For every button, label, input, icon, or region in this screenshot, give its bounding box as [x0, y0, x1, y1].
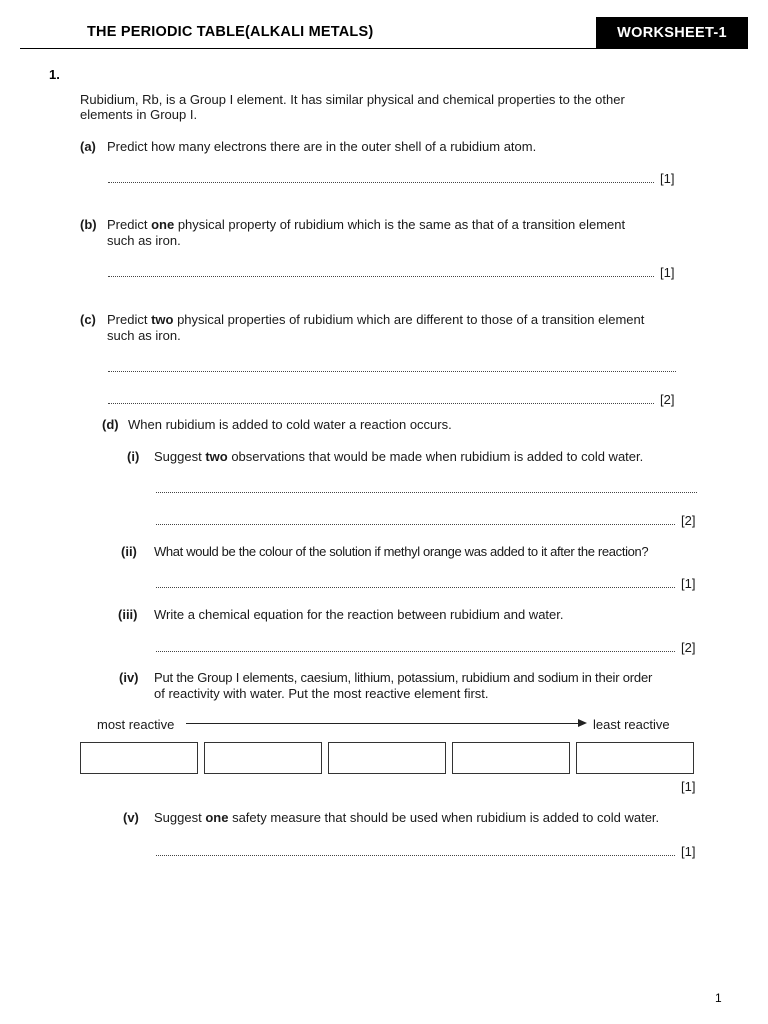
part-d-i-label: (i) [127, 449, 140, 464]
part-c-text: Predict two physical properties of rubidium which are different to those of a transition element [107, 312, 645, 327]
worksheet-title: THE PERIODIC TABLE(ALKALI METALS) [87, 24, 374, 40]
part-d-ii-text: What would be the colour of the solution if methyl orange was added to it after the reaction? [154, 544, 649, 559]
mark-c: [2] [660, 392, 675, 407]
part-d-i-text: Suggest two observations that would be made when rubidium is added to cold water. [154, 449, 644, 464]
arrow-head-icon [578, 719, 587, 727]
part-a-text: Predict how many electrons there are in the outer shell of a rubidium atom. [107, 139, 537, 154]
header-divider [20, 48, 748, 49]
answer-line-d-ii[interactable] [156, 587, 675, 588]
mark-d-iii: [2] [681, 640, 696, 655]
mark-d-i: [2] [681, 513, 696, 528]
reactivity-box-4[interactable] [452, 742, 570, 774]
page-number: 1 [715, 991, 722, 1005]
reactivity-box-2[interactable] [204, 742, 322, 774]
intro-line-2: elements in Group I. [80, 107, 198, 122]
answer-line-b[interactable] [108, 276, 654, 277]
part-b-label: (b) [80, 217, 97, 232]
part-d-ii-label: (ii) [121, 544, 137, 559]
part-d-iii-text: Write a chemical equation for the reaction between rubidium and water. [154, 607, 564, 622]
mark-d-ii: [1] [681, 576, 696, 591]
most-reactive-label: most reactive [97, 717, 175, 732]
mark-b: [1] [660, 265, 675, 280]
part-b-text-line2: such as iron. [107, 233, 181, 248]
answer-line-c-1[interactable] [108, 371, 676, 372]
part-d-iv-text-line1: Put the Group I elements, caesium, lithium, potassium, rubidium and sodium in their order [154, 670, 653, 685]
reactivity-arrow-line [186, 723, 584, 724]
answer-line-c-2[interactable] [108, 403, 654, 404]
reactivity-box-5[interactable] [576, 742, 694, 774]
mark-a: [1] [660, 171, 675, 186]
worksheet-badge: WORKSHEET-1 [596, 17, 748, 48]
part-d-v-text: Suggest one safety measure that should be used when rubidium is added to cold water. [154, 810, 660, 825]
part-d-iv-label: (iv) [119, 670, 139, 685]
part-d-iii-label: (iii) [118, 607, 138, 622]
reactivity-box-3[interactable] [328, 742, 446, 774]
answer-line-d-i-2[interactable] [156, 524, 675, 525]
part-c-text-line2: such as iron. [107, 328, 181, 343]
question-number: 1. [49, 67, 60, 82]
mark-d-iv: [1] [681, 779, 696, 794]
part-c-label: (c) [80, 312, 96, 327]
mark-d-v: [1] [681, 844, 696, 859]
reactivity-box-1[interactable] [80, 742, 198, 774]
answer-line-d-iii[interactable] [156, 651, 675, 652]
intro-line-1: Rubidium, Rb, is a Group I element. It has similar physical and chemical properties to the other [80, 92, 625, 107]
part-d-iv-text-line2: of reactivity with water. Put the most reactive element first. [154, 686, 489, 701]
least-reactive-label: least reactive [593, 717, 670, 732]
part-d-text: When rubidium is added to cold water a reaction occurs. [128, 417, 452, 432]
part-b-text: Predict one physical property of rubidium which is the same as that of a transition element [107, 217, 626, 232]
part-d-label: (d) [102, 417, 119, 432]
answer-line-d-i-1[interactable] [156, 492, 697, 493]
answer-line-a[interactable] [108, 182, 654, 183]
part-a-label: (a) [80, 139, 96, 154]
part-d-v-label: (v) [123, 810, 139, 825]
answer-line-d-v[interactable] [156, 855, 675, 856]
